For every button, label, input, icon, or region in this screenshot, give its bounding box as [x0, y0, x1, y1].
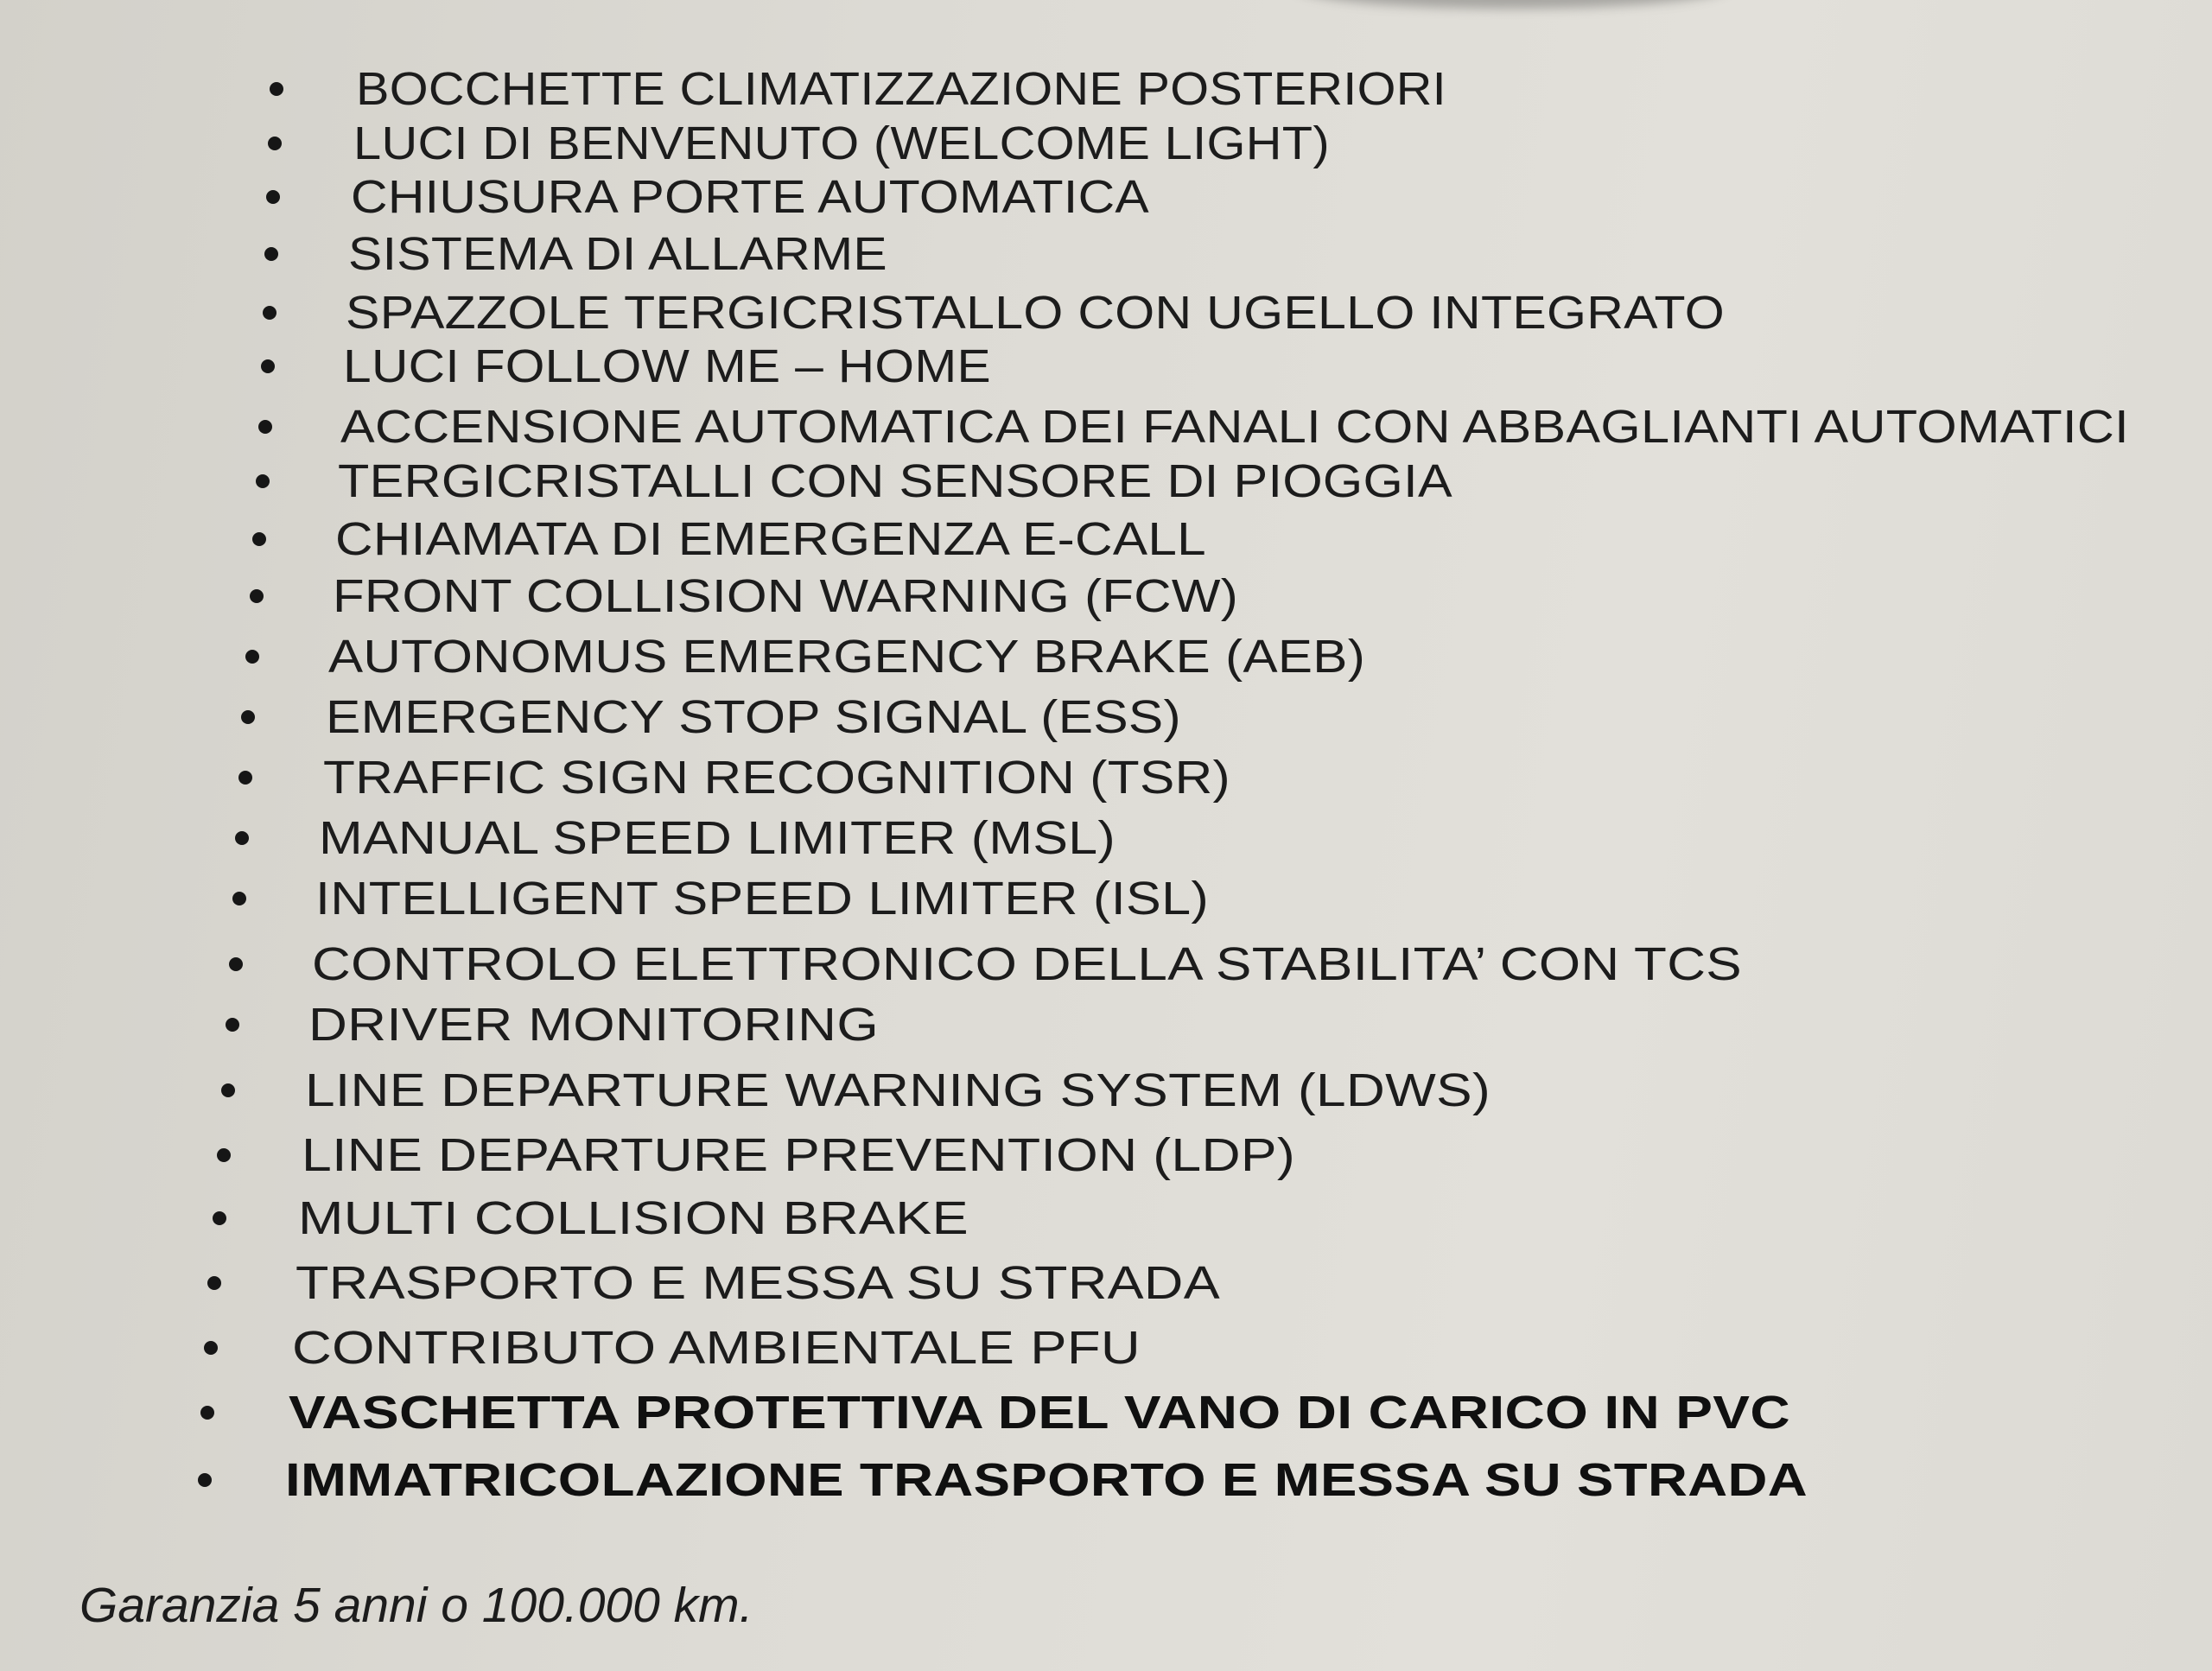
feature-text: INTELLIGENT SPEED LIMITER (ISL)	[315, 873, 1210, 924]
feature-text: LINE DEPARTURE WARNING SYSTEM (LDWS)	[305, 1064, 1491, 1116]
bullet-icon	[198, 1473, 212, 1487]
feature-text: LUCI DI BENVENUTO (WELCOME LIGHT)	[353, 118, 1330, 169]
feature-text: CONTROLO ELETTRONICO DELLA STABILITA’ CON TCS	[312, 938, 1743, 990]
feature-text: SPAZZOLE TERGICRISTALLO CON UGELLO INTEGRATO	[346, 287, 1726, 339]
bullet-icon	[250, 589, 264, 603]
feature-text: AUTONOMUS EMERGENCY BRAKE (AEB)	[328, 631, 1366, 683]
bullet-icon	[229, 957, 243, 971]
feature-text: LUCI FOLLOW ME – HOME	[343, 340, 991, 392]
bullet-icon	[258, 420, 272, 434]
feature-text: MANUAL SPEED LIMITER (MSL)	[319, 812, 1116, 864]
bullet-icon	[217, 1148, 231, 1162]
bullet-icon	[261, 359, 275, 373]
bullet-icon	[266, 190, 280, 204]
bullet-icon	[256, 474, 270, 488]
bullet-icon	[204, 1341, 218, 1355]
bullet-icon	[200, 1406, 214, 1420]
feature-text: LINE DEPARTURE PREVENTION (LDP)	[302, 1129, 1296, 1181]
feature-text: BOCCHETTE CLIMATIZZAZIONE POSTERIORI	[356, 63, 1447, 115]
feature-text: SISTEMA DI ALLARME	[348, 228, 888, 280]
bullet-icon	[226, 1018, 239, 1032]
feature-text: TERGICRISTALLI CON SENSORE DI PIOGGIA	[338, 455, 1452, 507]
feature-text: TRAFFIC SIGN RECOGNITION (TSR)	[323, 752, 1230, 804]
bullet-icon	[264, 247, 278, 261]
feature-text: VASCHETTA PROTETTIVA DEL VANO DI CARICO IN PVC	[289, 1387, 1790, 1439]
bullet-icon	[235, 831, 249, 845]
feature-text: MULTI COLLISION BRAKE	[298, 1192, 969, 1244]
bullet-icon	[232, 892, 246, 905]
bullet-icon	[221, 1083, 235, 1097]
bullet-icon	[263, 306, 276, 320]
bullet-icon	[238, 771, 252, 785]
feature-text: FRONT COLLISION WARNING (FCW)	[333, 570, 1239, 622]
bullet-icon	[245, 650, 259, 664]
feature-text: CHIUSURA PORTE AUTOMATICA	[351, 171, 1150, 223]
feature-text: ACCENSIONE AUTOMATICA DEI FANALI CON ABBAGLIANTI AUTOMATICI	[340, 401, 2129, 453]
bullet-icon	[270, 82, 283, 96]
feature-text: TRASPORTO E MESSA SU STRADA	[296, 1257, 1221, 1309]
feature-text: IMMATRICOLAZIONE TRASPORTO E MESSA SU STRADA	[285, 1454, 1808, 1506]
feature-text: CONTRIBUTO AMBIENTALE PFU	[292, 1322, 1141, 1374]
feature-text: DRIVER MONITORING	[308, 999, 879, 1051]
bullet-icon	[213, 1211, 226, 1225]
feature-text: EMERGENCY STOP SIGNAL (ESS)	[326, 691, 1181, 743]
warranty-note: Garanzia 5 anni o 100.000 km.	[79, 1578, 753, 1633]
bullet-icon	[268, 137, 282, 150]
bullet-icon	[207, 1276, 221, 1290]
bullet-icon	[241, 710, 255, 724]
bullet-icon	[252, 532, 266, 546]
feature-text: CHIAMATA DI EMERGENZA E-CALL	[335, 513, 1207, 565]
